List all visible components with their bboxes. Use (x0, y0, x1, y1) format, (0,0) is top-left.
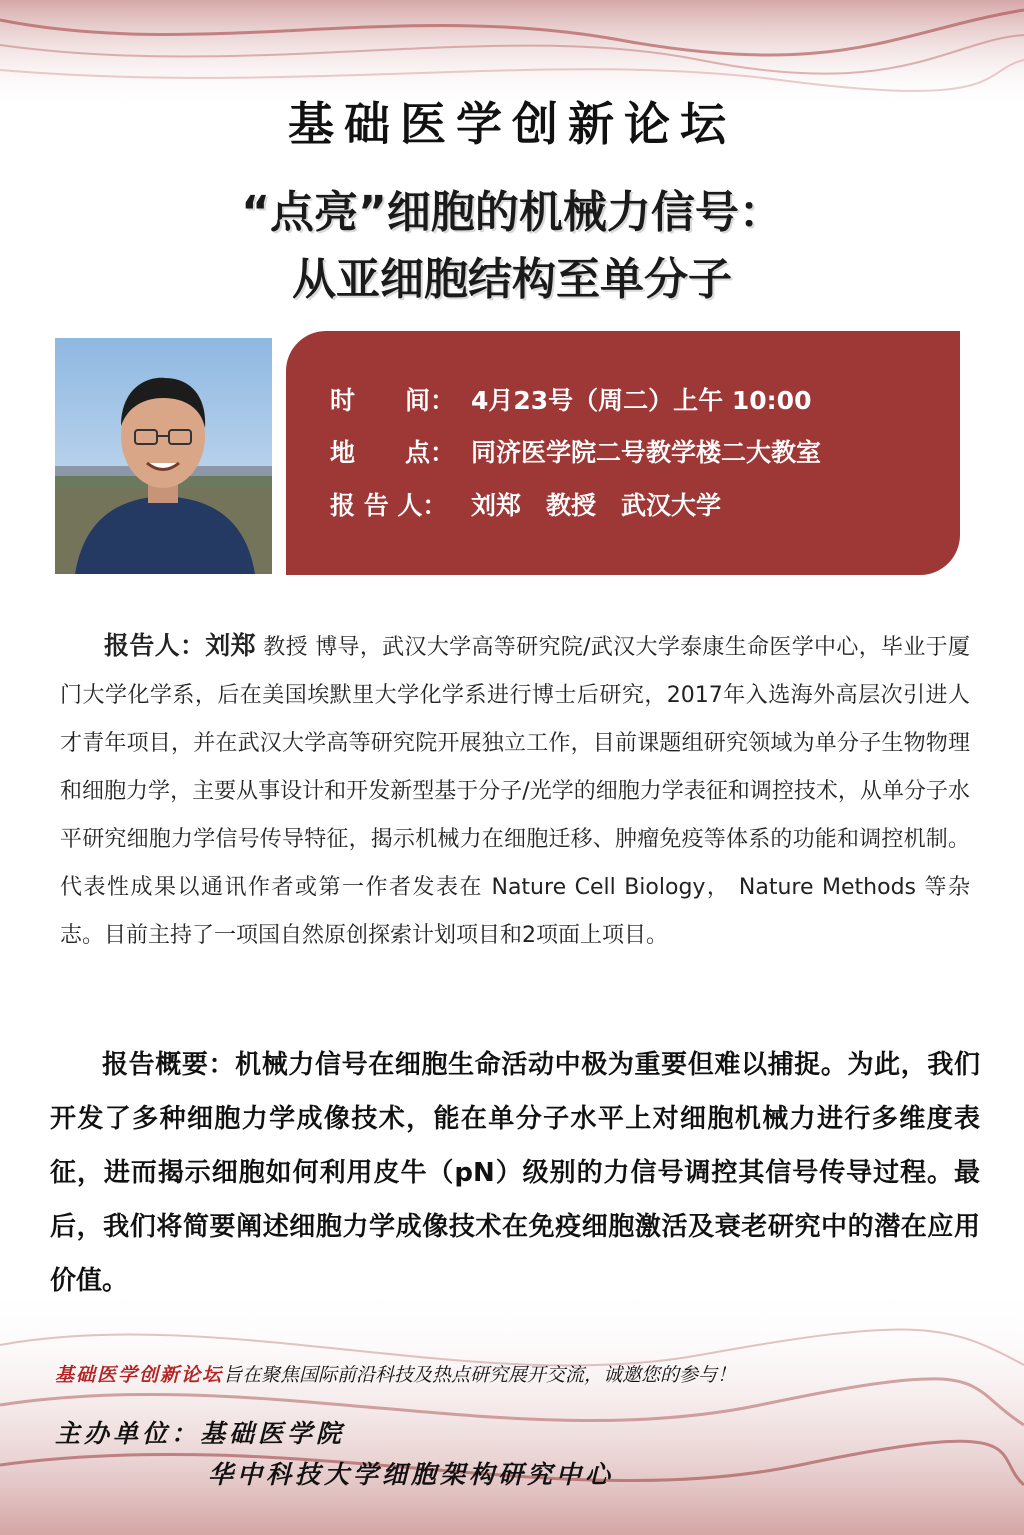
speaker-row (330, 486, 721, 522)
speaker-bio (60, 622, 970, 960)
speaker-value: 刘郑 教授 武汉大学 (471, 491, 722, 520)
place-value: 同济医学院二号教学楼二大教室 (471, 438, 822, 467)
host-org1: 基础医学院 (200, 1419, 346, 1448)
bottom-wave-decoration (0, 1285, 1024, 1535)
place-row (330, 433, 821, 469)
bio-text: 教授 博导，武汉大学高等研究院/武汉大学泰康生命医学中心，毕业于厦门大学化学系，后在美国埃默里大学化学系进行博士后研究，2017年入选海外高层次引进人才青年项目，并在武汉大学高等研究院开展独立工作，目前课题组研究领域为单分子生物物理和细胞力学，主要从事设计和开发新型基于分子/光学的细胞力学表征和调控技术，从单分子水平研究细胞力学信号传导特征，揭示机械力在细胞迁移、肿瘤免疫等体系的功能和调控机制。代表性成果以通讯作者或第一作者发表在 Nature Cell Biology， Nature Methods 等杂志。目前主持了一项国自然原创探索计划项目和2项面上项目。 (60, 635, 970, 948)
time-value: 4月23号（周二）上午 10:00 (471, 386, 812, 415)
time-row (330, 381, 811, 417)
footer-forum-name: 基础医学创新论坛 (55, 1364, 224, 1386)
talk-title-line2: 从亚细胞结构至单分子 (292, 254, 732, 305)
bio-lead: 报告人：刘郑 (104, 631, 256, 660)
footer-slogan (55, 1360, 995, 1387)
speaker-photo (55, 338, 272, 574)
speaker-portrait-icon (55, 338, 272, 574)
host-org2: 华中科技大学细胞架构研究中心 (208, 1460, 615, 1489)
forum-title: 基础医学创新论坛 (288, 97, 736, 151)
place-label: 地 点： (330, 438, 456, 467)
speaker-label: 报 告 人： (330, 491, 448, 520)
event-info-panel (286, 331, 960, 575)
talk-abstract: 报告概要：机械力信号在细胞生命活动中极为重要但难以捕捉。为此，我们开发了多种细胞力学成像技术，能在单分子水平上对细胞机械力进行多维度表征，进而揭示细胞如何利用皮牛（pN）级别的力信号调控其信号传导过程。最后，我们将简要阐述细胞力学成像技术在免疫细胞激活及衰老研究中的潜在应用价值。 (50, 1050, 980, 1296)
time-label: 时 间： (330, 386, 456, 415)
footer-slogan-text: 旨在聚焦国际前沿科技及热点研究展开交流，诚邀您的参与！ (223, 1364, 737, 1386)
talk-title-line1: “点亮”细胞的机械力信号： (241, 187, 783, 238)
host-line (55, 1414, 345, 1450)
host-label: 主办单位： (55, 1419, 201, 1448)
